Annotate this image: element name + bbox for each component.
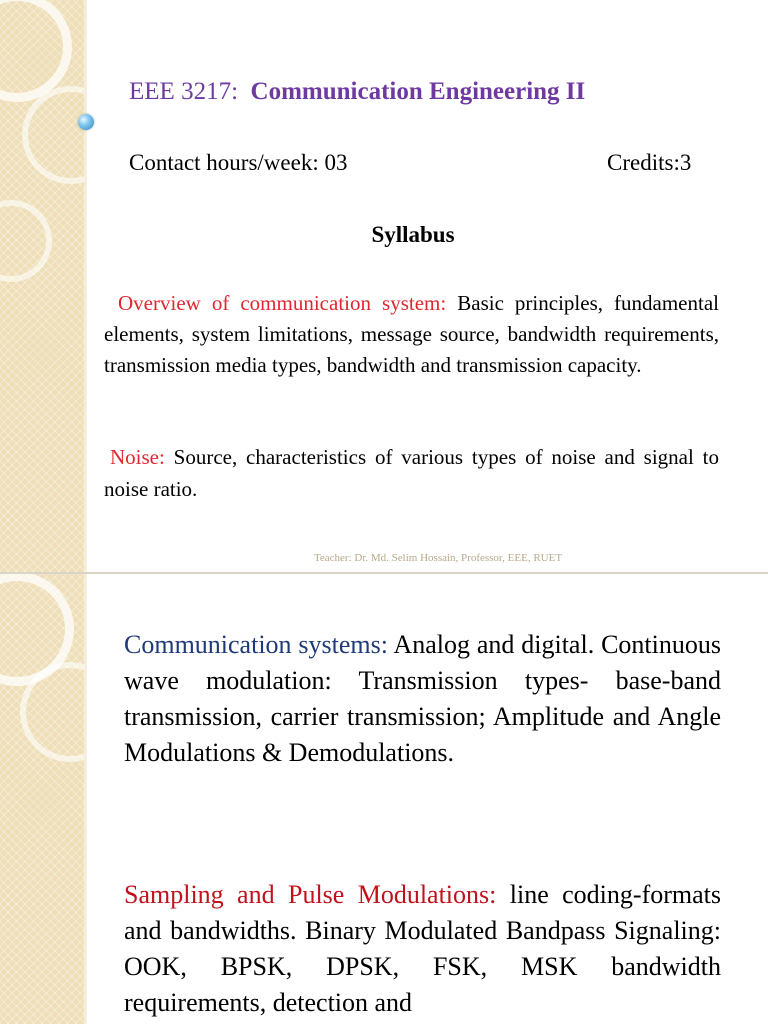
course-title: Communication Engineering II [250,78,586,105]
strip-edge [84,574,87,1024]
decorative-ring-icon [20,662,120,762]
communication-systems-label: Communication systems: [124,630,388,659]
decorative-strip [0,574,84,1024]
noise-paragraph [104,441,719,505]
credits: Credits:3 [607,150,692,175]
noise-label: Noise: [110,445,165,469]
communication-systems-text: Analog and digital. Continuous wave modulation: Transmission types- base-band transmission, carrier transmission; Amplitude and Angle Modulations & Demodulations. [124,630,721,767]
course-title-line [129,78,585,106]
course-code: EEE 3217: [129,78,239,105]
overview-label: Overview of communication system: [118,291,447,315]
contact-hours: Contact hours/week: 03 [129,150,348,175]
communication-systems-paragraph [124,627,721,771]
overview-text: Basic principles, fundamental elements, system limitations, message source, bandwidth requirements, transmission media types, bandwidth and transmission capacity. [104,291,719,377]
blue-bead-icon [78,114,94,130]
sampling-label: Sampling and Pulse Modulations: [124,880,497,909]
noise-text: Source, characteristics of various types of noise and signal to noise ratio. [104,445,719,501]
sampling-paragraph [124,877,721,1021]
sampling-text: line coding-formats and bandwidths. Binary Modulated Bandpass Signaling: OOK, BPSK, DPSK, FSK, MSK bandwidth requirements, detection and [124,880,721,1017]
overview-paragraph [104,288,719,381]
strip-edge [84,0,87,572]
decorative-ring-icon [22,86,120,184]
syllabus-heading: Syllabus [371,222,455,247]
teacher-footer: Teacher: Dr. Md. Selim Hossain, Professor, EEE, RUET [313,552,563,564]
decorative-strip [0,0,84,572]
